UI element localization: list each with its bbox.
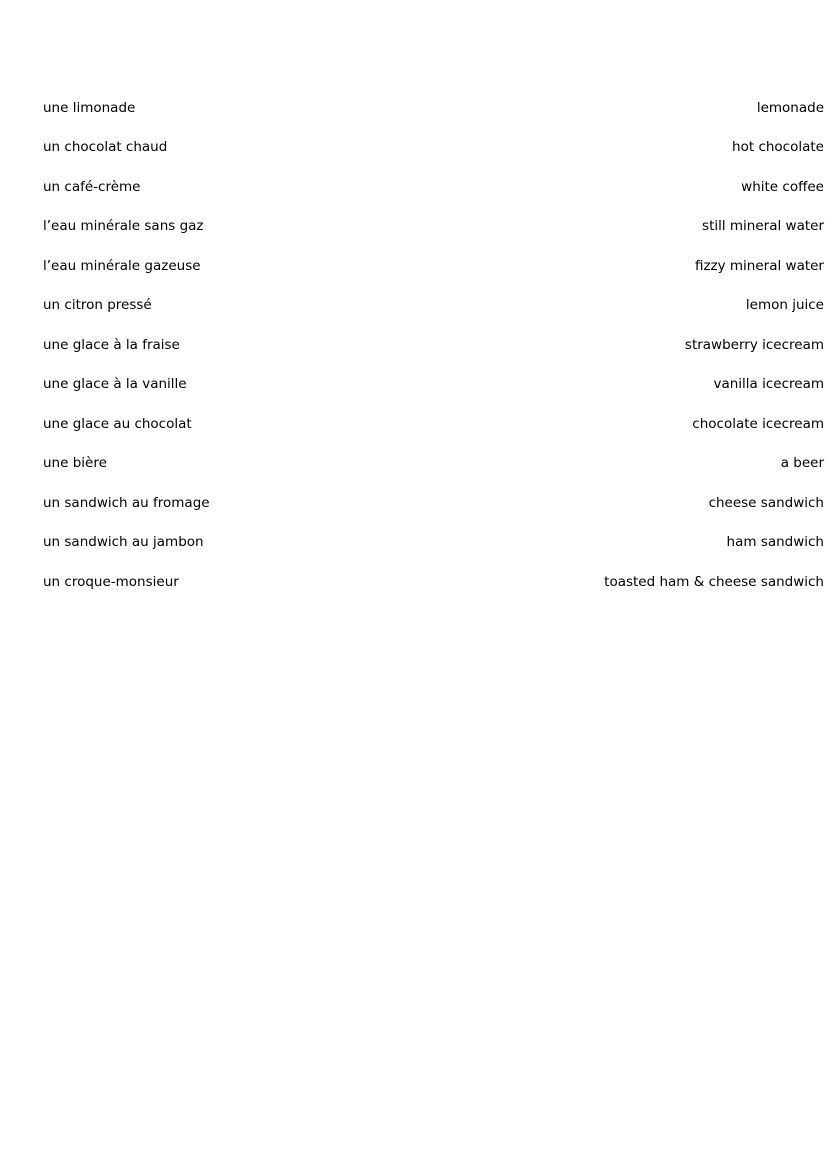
french-term: un chocolat chaud (43, 139, 168, 156)
vocabulary-row (43, 523, 824, 563)
english-translation: ham sandwich (726, 534, 824, 551)
vocabulary-row (43, 404, 824, 444)
french-term: l’eau minérale gazeuse (43, 257, 201, 274)
french-term: une glace au chocolat (43, 415, 192, 432)
french-term: un citron pressé (43, 297, 152, 314)
vocabulary-row (43, 562, 824, 602)
french-term: une limonade (43, 99, 136, 116)
vocabulary-row (43, 207, 824, 247)
french-term: un croque-monsieur (43, 573, 179, 590)
vocabulary-row (43, 483, 824, 523)
english-translation: chocolate icecream (692, 415, 824, 432)
vocabulary-row (43, 246, 824, 286)
vocabulary-row (43, 325, 824, 365)
english-translation: hot chocolate (732, 139, 824, 156)
vocabulary-row (43, 286, 824, 326)
english-translation: strawberry icecream (684, 336, 824, 353)
french-term: une bière (43, 455, 107, 472)
english-translation: white coffee (741, 178, 824, 195)
english-translation: lemon juice (745, 297, 824, 314)
english-translation: cheese sandwich (708, 494, 824, 511)
english-translation: still mineral water (702, 218, 824, 235)
vocabulary-row (43, 365, 824, 405)
english-translation: toasted ham & cheese sandwich (604, 573, 824, 590)
vocabulary-list (43, 88, 824, 602)
english-translation: vanilla icecream (713, 376, 824, 393)
english-translation: fizzy mineral water (694, 257, 824, 274)
french-term: un café-crème (43, 178, 141, 195)
french-term: une glace à la vanille (43, 376, 187, 393)
french-term: un sandwich au jambon (43, 534, 204, 551)
french-term: l’eau minérale sans gaz (43, 218, 204, 235)
vocabulary-row (43, 167, 824, 207)
english-translation: a beer (780, 455, 824, 472)
vocabulary-row (43, 444, 824, 484)
vocabulary-row (43, 88, 824, 128)
french-term: un sandwich au fromage (43, 494, 210, 511)
french-term: une glace à la fraise (43, 336, 180, 353)
vocabulary-row (43, 128, 824, 168)
english-translation: lemonade (756, 99, 824, 116)
